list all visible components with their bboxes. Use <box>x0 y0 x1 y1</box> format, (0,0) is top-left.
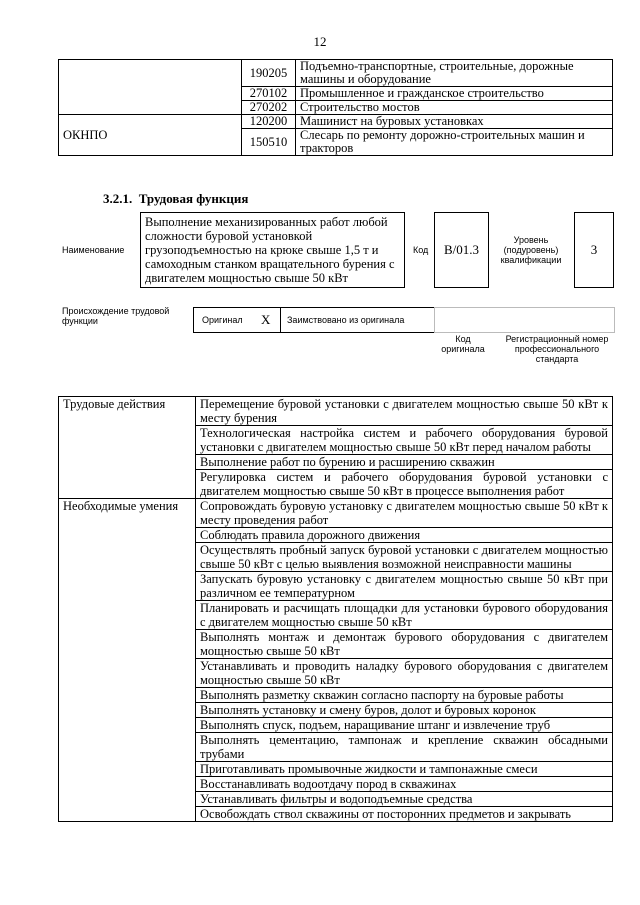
required-skill-row-text: Восстанавливать водоотдачу пород в скважинах <box>196 777 613 792</box>
labor-action-row-text: Выполнение работ по бурению и расширению скважин <box>196 455 613 470</box>
required-skill-row-text: Выполнять установку и смену буров, долот и буровых коронок <box>196 703 613 718</box>
required-skill-row-text: Планировать и расчищать площадки для установки бурового оборудования с двигателем мощностью свыше 50 кВт <box>196 601 613 630</box>
origin-label: Происхождение трудовой функции <box>62 306 170 326</box>
code-label: Код <box>413 245 429 255</box>
name-cell: Промышленное и гражданское строительство <box>296 87 613 101</box>
name-cell: Слесарь по ремонту дорожно-строительных машин и тракторов <box>296 129 613 156</box>
name-cell: Подъемно-транспортные, строительные, дорожные машины и оборудование <box>296 60 613 87</box>
required-skill-row-text: Выполнять монтаж и демонтаж бурового оборудования с двигателем мощностью свыше 50 кВт <box>196 630 613 659</box>
section-heading <box>103 191 248 207</box>
name-label: Наименование <box>62 245 125 255</box>
function-name-box: Выполнение механизированных работ любой сложности буровой установкой грузоподъемностью на крюке свыше 1,5 т и самоходным станком вращательного бурения с двигателем мощностью свыше 50 кВт <box>140 212 405 288</box>
code-cell: 270102 <box>242 87 296 101</box>
required-skills-label: Необходимые умения <box>59 499 196 822</box>
required-skill-row-text: Выполнять спуск, подъем, наращивание штанг и извлечение труб <box>196 718 613 733</box>
origin-row <box>193 307 615 333</box>
borrowed-cell <box>280 307 435 333</box>
borrowed-code-cell <box>434 307 615 333</box>
qualification-level-label: Уровень (подуровень) квалификации <box>500 235 562 265</box>
required-skill-row-text: Выполнять цементацию, тампонаж и крепление скважин обсадными трубами <box>196 733 613 762</box>
section-number: 3.2.1. <box>103 191 133 206</box>
codes-table <box>58 59 613 156</box>
required-skill-row-text: Осуществлять пробный запуск буровой установки с двигателем мощностью свыше 50 кВт с целью выявления возможной неисправности машины <box>196 543 613 572</box>
labor-actions-label: Трудовые действия <box>59 397 196 499</box>
required-skill-row-text: Выполнять разметку скважин согласно паспорту на буровые работы <box>196 688 613 703</box>
function-code-box: B/01.3 <box>434 212 489 288</box>
labor-action-row-text: Технологическая настройка систем и рабочего оборудования буровой установки с двигателем мощностью свыше 50 кВт перед началом работы <box>196 426 613 455</box>
original-mark: X <box>261 312 271 327</box>
borrowed-label: Заимствовано из оригинала <box>287 315 405 325</box>
required-skill-row-text: Приготавливать промывочные жидкости и тампонажные смеси <box>196 762 613 777</box>
registration-number-label: Регистрационный номер профессионального стандарта <box>505 334 609 364</box>
required-skill-row-text: Освобождать ствол скважины от посторонних предметов и закрывать <box>196 807 613 822</box>
page-number: 12 <box>313 34 327 49</box>
labor-action-row <box>59 397 613 426</box>
labor-action-row-text: Перемещение буровой установки с двигателем мощностью свыше 50 кВт к месту бурения <box>196 397 613 426</box>
code-cell: 270202 <box>242 101 296 115</box>
code-original-label: Код оригинала <box>441 334 485 354</box>
original-label: Оригинал <box>202 315 243 325</box>
code-cell: 190205 <box>242 60 296 87</box>
function-details-table <box>58 396 613 822</box>
qualification-level-box: 3 <box>574 212 614 288</box>
table-row <box>59 60 613 87</box>
section-title: Трудовая функция <box>138 191 249 206</box>
labor-action-row-text: Регулировка систем и рабочего оборудования буровой установки с двигателем мощностью свыше 50 кВт в процессе выполнения работ <box>196 470 613 499</box>
name-cell: Строительство мостов <box>296 101 613 115</box>
required-skill-row-text: Устанавливать и проводить наладку бурового оборудования с двигателем мощностью свыше 50 кВт <box>196 659 613 688</box>
okso-label-cell <box>59 60 242 115</box>
okpdtr-label-cell: ОКНПО <box>59 115 242 156</box>
code-cell: 150510 <box>242 129 296 156</box>
code-cell: 120200 <box>242 115 296 129</box>
required-skill-row-text: Запускать буровую установку с двигателем мощностью свыше 50 кВт при различном ее температурном <box>196 572 613 601</box>
required-skill-row-text: Устанавливать фильтры и водоподъемные средства <box>196 792 613 807</box>
table-row <box>59 115 613 129</box>
required-skill-row-text: Соблюдать правила дорожного движения <box>196 528 613 543</box>
required-skill-row-text: Сопровождать буровую установку с двигателем мощностью свыше 50 кВт к месту проведения работ <box>196 499 613 528</box>
name-cell: Машинист на буровых установках <box>296 115 613 129</box>
required-skill-row <box>59 499 613 528</box>
